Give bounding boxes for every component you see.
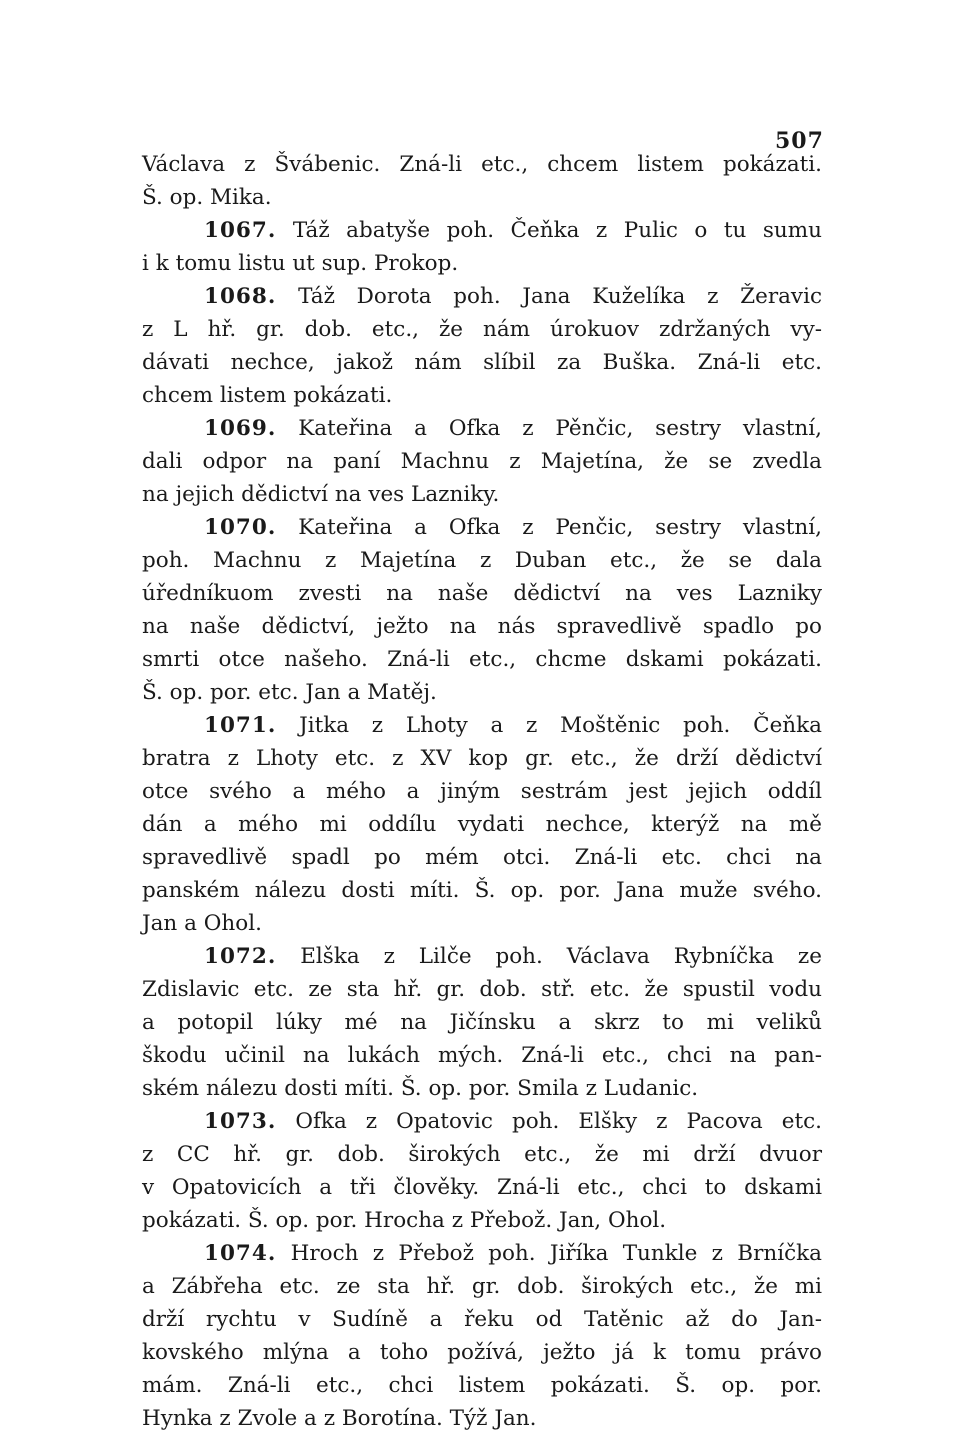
- text-line: [142, 643, 822, 676]
- text-line: [142, 1171, 822, 1204]
- line-text: poh. Machnu z Majetína z Duban etc., že se dala: [142, 548, 822, 573]
- text-line: [142, 940, 822, 973]
- line-text: otce svého a mého a jiným sestrám jest jejich oddíl: [142, 779, 822, 804]
- line-text: ském nálezu dosti míti. Š. op. por. Smila z Ludanic.: [142, 1076, 699, 1101]
- entry-paragraph: [142, 280, 822, 412]
- text-line: [142, 775, 822, 808]
- text-line: [142, 808, 822, 841]
- line-text: Ofka z Opatovic poh. Elšky z Pacova etc.: [276, 1109, 822, 1134]
- line-text: z L hř. gr. dob. etc., že nám úrokuov zdržaných vy-: [142, 317, 822, 342]
- text-line: [142, 973, 822, 1006]
- line-text: Jitka z Lhoty a z Moštěnic poh. Čeňka: [276, 713, 822, 738]
- text-line: [142, 148, 822, 181]
- line-text: dávati nechce, jakož nám slíbil za Buška. Zná-li etc.: [142, 350, 822, 375]
- entry-number: 1071.: [204, 713, 277, 738]
- line-text: Š. op. por. etc. Jan a Matěj.: [142, 680, 437, 705]
- line-text: dali odpor na paní Machnu z Majetína, že se zvedla: [142, 449, 822, 474]
- entry-number: 1068.: [204, 284, 277, 309]
- entry-paragraph: [142, 214, 822, 280]
- text-line: [142, 280, 822, 313]
- line-text: v Opatovicích a tři člověky. Zná-li etc., chci to dskami: [142, 1175, 822, 1200]
- text-line: [142, 379, 822, 412]
- text-line: [142, 907, 822, 940]
- text-line: [142, 1369, 822, 1402]
- entry-number: 1069.: [204, 416, 277, 441]
- page-number: 507: [775, 128, 824, 154]
- text-line: [142, 610, 822, 643]
- text-line: [142, 874, 822, 907]
- text-line: [142, 1237, 822, 1270]
- line-text: chcem listem pokázati.: [142, 383, 393, 408]
- line-text: smrti otce našeho. Zná-li etc., chcme dskami pokázati.: [142, 647, 822, 672]
- text-line: [142, 412, 822, 445]
- text-line: [142, 1105, 822, 1138]
- text-line: [142, 181, 822, 214]
- line-text: Táž Dorota poh. Jana Kuželíka z Žeravic: [276, 284, 822, 309]
- entry-number: 1070.: [204, 515, 277, 540]
- line-text: Š. op. Mika.: [142, 185, 272, 210]
- line-text: úředníkuom zvesti na naše dědictví na ves Lazniky: [142, 581, 822, 606]
- line-text: Václava z Švábenic. Zná-li etc., chcem listem pokázati.: [142, 152, 822, 177]
- line-text: drží rychtu v Sudíně a řeku od Tatěnic až do Jan-: [142, 1307, 822, 1332]
- entry-number: 1072.: [204, 944, 277, 969]
- entry-paragraph: [142, 1105, 822, 1237]
- line-text: a potopil lúky mé na Jičínsku a skrz to mi veliků: [142, 1010, 822, 1035]
- line-text: kovského mlýna a toho požívá, ježto já k tomu právo: [142, 1340, 822, 1365]
- entry-paragraph: [142, 148, 822, 214]
- text-line: [142, 709, 822, 742]
- text-line: [142, 1270, 822, 1303]
- text-line: [142, 247, 822, 280]
- line-text: Elška z Lilče poh. Václava Rybníčka ze: [276, 944, 822, 969]
- line-text: a Zábřeha etc. ze sta hř. gr. dob. širokých etc., že mi: [142, 1274, 822, 1299]
- line-text: Táž abatyše poh. Čeňka z Pulic o tu sumu: [276, 218, 822, 243]
- text-line: [142, 544, 822, 577]
- text-line: [142, 478, 822, 511]
- line-text: panském nálezu dosti míti. Š. op. por. Jana muže svého.: [142, 878, 822, 903]
- text-line: [142, 1204, 822, 1237]
- text-line: [142, 511, 822, 544]
- text-line: [142, 742, 822, 775]
- entry-number: 1074.: [204, 1241, 277, 1266]
- text-line: [142, 577, 822, 610]
- entry-number: 1073.: [204, 1109, 277, 1134]
- entry-number: 1067.: [204, 218, 277, 243]
- text-line: [142, 676, 822, 709]
- line-text: na naše dědictví, ježto na nás spravedlivě spadlo po: [142, 614, 822, 639]
- text-line: [142, 1039, 822, 1072]
- entry-paragraph: [142, 1237, 822, 1435]
- entry-paragraph: [142, 940, 822, 1105]
- line-text: Hynka z Zvole a z Borotína. Týž Jan.: [142, 1406, 537, 1431]
- line-text: Zdislavic etc. ze sta hř. gr. dob. stř. etc. že spustil vodu: [142, 977, 822, 1002]
- text-line: [142, 1336, 822, 1369]
- line-text: spravedlivě spadl po mém otci. Zná-li etc. chci na: [142, 845, 822, 870]
- line-text: dán a mého mi oddílu vydati nechce, kterýž na mě: [142, 812, 822, 837]
- text-line: [142, 1138, 822, 1171]
- line-text: Kateřina a Ofka z Penčic, sestry vlastní,: [276, 515, 822, 540]
- page-text: [142, 148, 822, 1435]
- line-text: Jan a Ohol.: [142, 911, 262, 936]
- entry-paragraph: [142, 412, 822, 511]
- line-text: mám. Zná-li etc., chci listem pokázati. Š. op. por.: [142, 1373, 822, 1398]
- entry-paragraph: [142, 511, 822, 709]
- text-line: [142, 214, 822, 247]
- line-text: pokázati. Š. op. por. Hrocha z Přebož. Jan, Ohol.: [142, 1208, 667, 1233]
- line-text: Hroch z Přebož poh. Jiříka Tunkle z Brníčka: [276, 1241, 822, 1266]
- line-text: Kateřina a Ofka z Pěnčic, sestry vlastní,: [276, 416, 822, 441]
- line-text: z CC hř. gr. dob. širokých etc., že mi drží dvuor: [142, 1142, 822, 1167]
- line-text: i k tomu listu ut sup. Prokop.: [142, 251, 459, 276]
- text-line: [142, 445, 822, 478]
- line-text: na jejich dědictví na ves Lazniky.: [142, 482, 500, 507]
- text-line: [142, 346, 822, 379]
- text-line: [142, 313, 822, 346]
- line-text: bratra z Lhoty etc. z XV kop gr. etc., že drží dědictví: [142, 746, 822, 771]
- text-line: [142, 1072, 822, 1105]
- line-text: škodu učinil na lukách mých. Zná-li etc., chci na pan-: [142, 1043, 822, 1068]
- text-line: [142, 1006, 822, 1039]
- entry-paragraph: [142, 709, 822, 940]
- text-line: [142, 1303, 822, 1336]
- text-line: [142, 841, 822, 874]
